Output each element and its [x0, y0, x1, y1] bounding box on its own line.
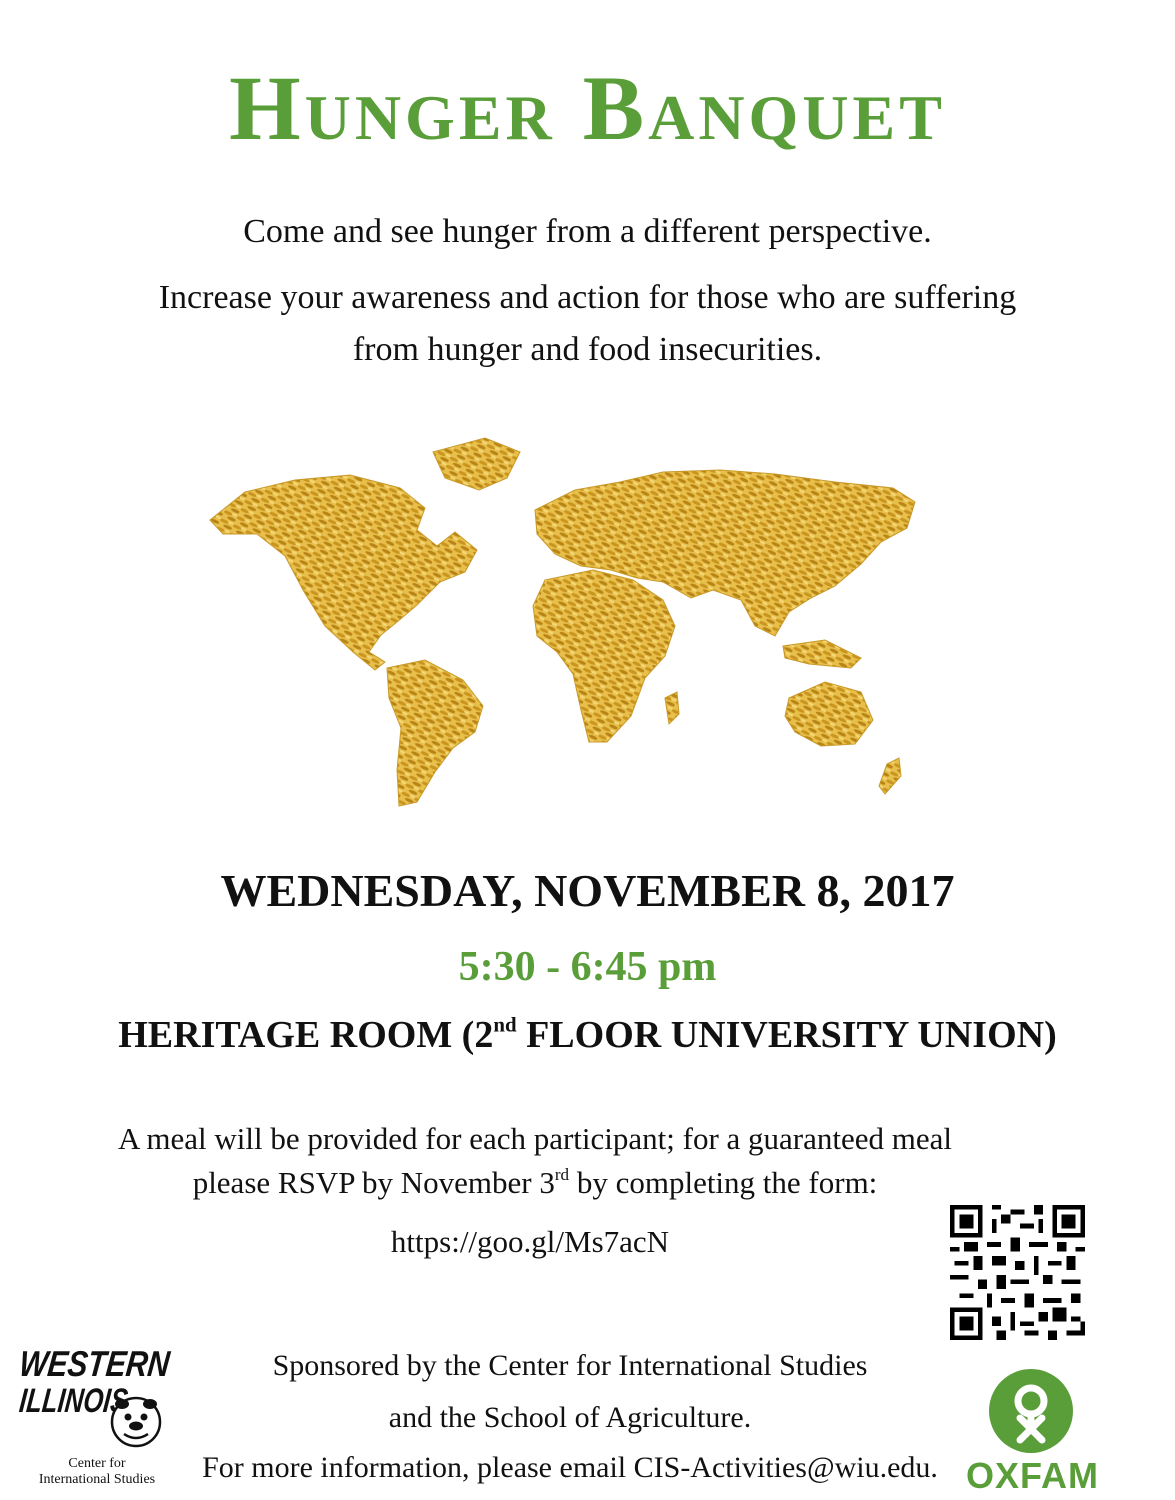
event-date: WEDNESDAY, NOVEMBER 8, 2017: [220, 865, 955, 916]
intro-line-2: Increase your awareness and action for those who are suffering: [158, 279, 1017, 316]
sponsor-line-2: and the School of Agriculture.: [388, 1401, 752, 1434]
wiu-logo-word-top: WESTERN: [17, 1343, 202, 1384]
venue-text-end: FLOOR UNIVERSITY UNION): [516, 1014, 1057, 1056]
intro-line-3: from hunger and food insecurities.: [352, 331, 823, 368]
oxfam-logo-icon: [988, 1368, 1074, 1454]
meal-line-1: A meal will be provided for each participant; for a guaranteed meal: [117, 1121, 953, 1156]
page-title: Hunger Banquet: [229, 57, 946, 159]
wiu-caption-line-2: International Studies: [38, 1472, 156, 1488]
sponsor-contact-line: For more information, please email CIS-Activities@wiu.edu.: [202, 1451, 938, 1484]
wiu-caption-line-1: Center for: [68, 1456, 126, 1471]
rsvp-link[interactable]: https://goo.gl/Ms7acN: [390, 1224, 670, 1259]
meal-text-end: by completing the form:: [569, 1165, 878, 1200]
meal-line-2: [0, 1164, 1070, 1201]
sponsor-line-1: Sponsored by the Center for International Studies: [272, 1349, 868, 1382]
wiu-logo-icon: [17, 1340, 202, 1450]
wiu-logo-word-bottom: ILLINOIS: [17, 1382, 166, 1420]
event-venue: [0, 1012, 1175, 1057]
venue-ordinal: nd: [493, 1012, 517, 1037]
intro-line-1: Come and see hunger from a different perspective.: [243, 213, 932, 250]
wiu-caption: [12, 1456, 182, 1488]
meal-text-start: please RSVP by November 3: [192, 1165, 555, 1200]
meal-ordinal: rd: [554, 1165, 570, 1185]
event-time: 5:30 - 6:45 pm: [458, 944, 717, 990]
bulldog-icon: [112, 1398, 160, 1446]
qr-code-icon[interactable]: [950, 1205, 1085, 1340]
oxfam-wordmark: OXFAM: [965, 1455, 1099, 1496]
venue-text-start: HERITAGE ROOM (2: [118, 1014, 494, 1056]
world-map-image: [185, 430, 975, 820]
